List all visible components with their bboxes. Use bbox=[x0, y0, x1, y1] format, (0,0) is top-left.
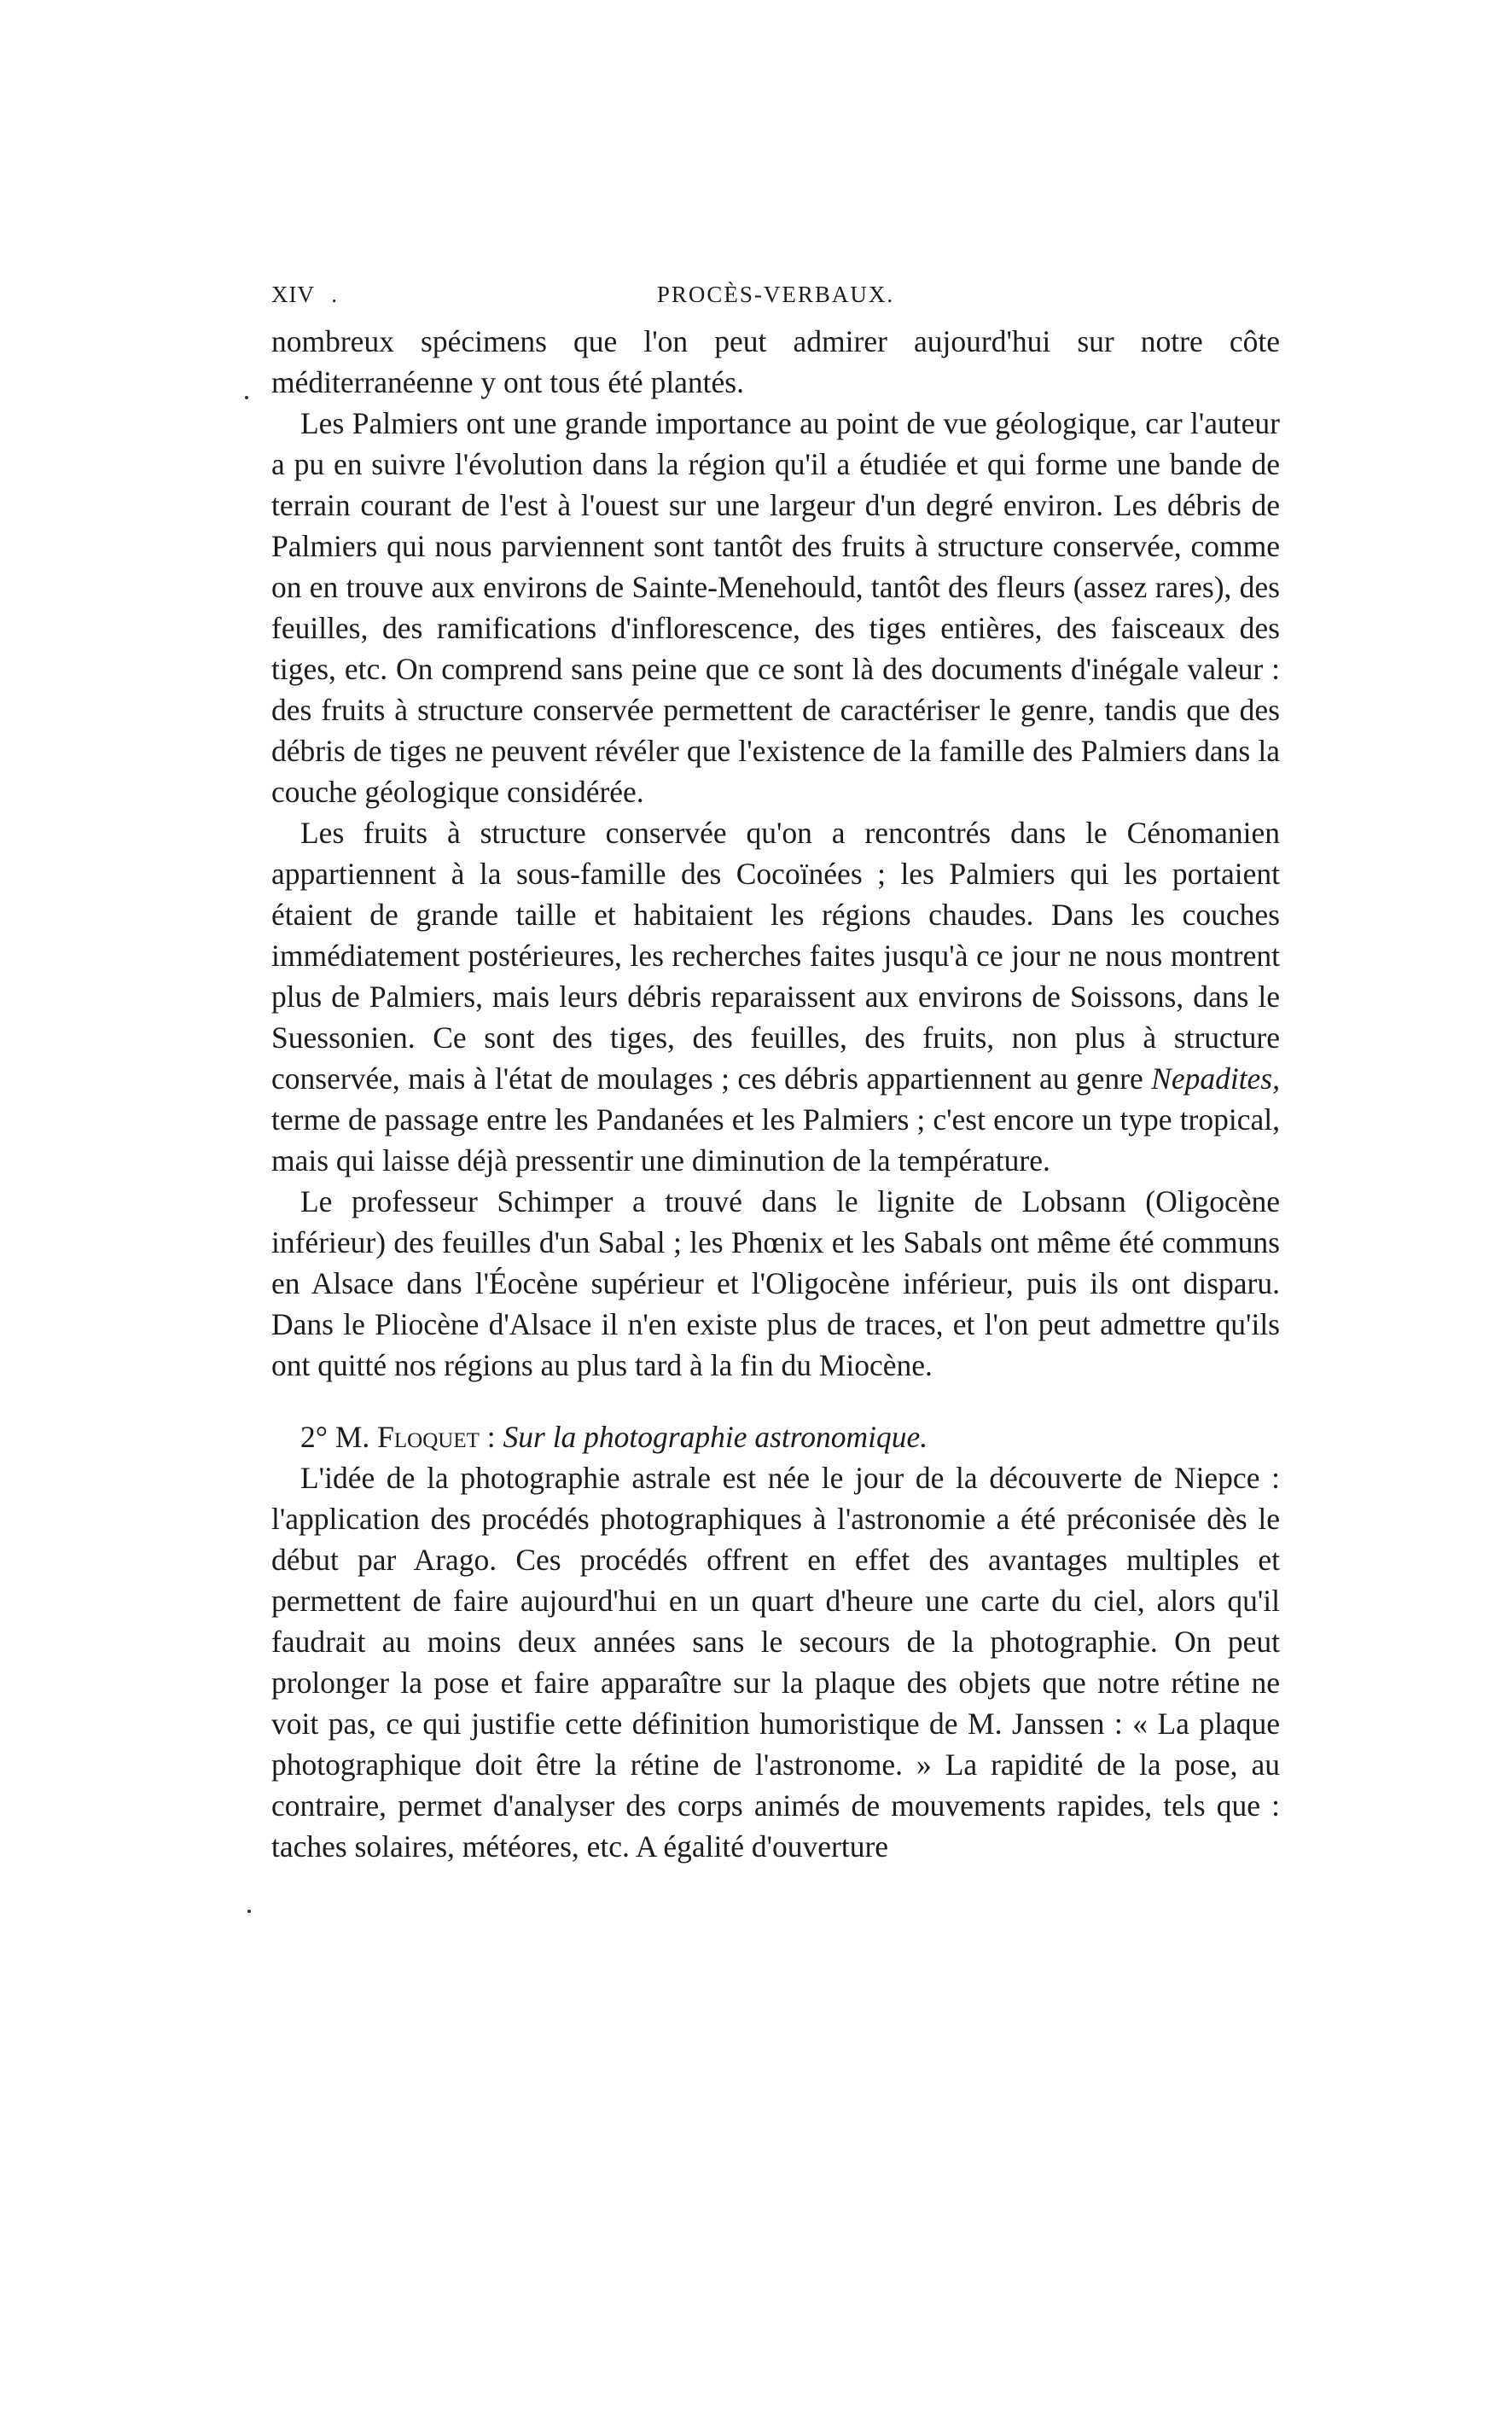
running-head bbox=[271, 282, 1280, 321]
section-speaker: M. Floquet bbox=[334, 1420, 480, 1454]
paragraph-schimper-lobsann: Le professeur Schimper a trouvé dans le lignite de Lobsann (Oligocène inférieur) des feuilles d'un Sabal ; les Phœnix et les Sabals ont même été communs en Alsace dans l'Éocène supérieur et l'Oligocène inférieur, puis ils ont disparu. Dans le Pliocène d'Alsace il n'en existe plus de traces, et l'on peut admettre qu'ils ont quitté nos régions au plus tard à la fin du Miocène. bbox=[271, 1184, 1280, 1382]
section-colon: : bbox=[486, 1420, 496, 1454]
paragraph-continuation: nombreux spécimens que l'on peut admirer aujourd'hui sur notre côte méditerranéenne y ont tous été plantés. bbox=[271, 324, 1280, 399]
page-number-text: XIV bbox=[271, 282, 315, 307]
margin-speck-top bbox=[245, 396, 248, 399]
section-topic: Sur la photographie astronomique. bbox=[503, 1420, 928, 1454]
paragraph-palmiers-geologie: Les Palmiers ont une grande importance au point de vue géologique, car l'auteur a pu en suivre l'évolution dans la région qu'il a étudiée et qui forme une bande de terrain courant de l'est à l'ouest sur une largeur d'un degré environ. Les débris de Palmiers qui nous parviennent sont tantôt des fruits à structure conservée, comme on en trouve aux environs de Sainte-Menehould, tantôt des fleurs (assez rares), des feuilles, des ramifications d'inflorescence, des tiges entières, des faisceaux des tiges, etc. On comprend sans peine que ce sont là des documents d'inégale valeur : des fruits à structure conservée permettent de caractériser le genre, tandis que des débris de tiges ne peuvent révéler que l'existence de la famille des Palmiers dans la couche géologique considérée. bbox=[271, 406, 1280, 809]
margin-speck-bottom bbox=[247, 1910, 251, 1913]
paragraph-text-start: Les fruits à structure conservée qu'on a rencontrés dans le Cénomanien appartiennent à la sous-famille des Cocoïnées ; les Palmiers qui les portaient étaient de grande taille et habitaient les régions chaudes. Dans les couches immédiatement postérieures, les recherches faites jusqu'à ce jour ne nous montrent plus de Palmiers, mais leurs débris reparaissent aux environs de Soissons, dans le Suessonien. Ce sont des tiges, des feuilles, des fruits, non plus à structure conservée, mais à l'état de moulages ; ces débris appartiennent au genre bbox=[271, 816, 1280, 1096]
genus-name-nepadites: Nepadites, bbox=[1151, 1061, 1280, 1096]
paragraph-fruits-cenomanien bbox=[271, 812, 1280, 1181]
paragraph-text-end: terme de passage entre les Pandanées et les Palmiers ; c'est encore un type tropical, mais qui laisse déjà pressentir une diminution de la température. bbox=[271, 1102, 1280, 1178]
paragraph-photographie-astrale: L'idée de la photographie astrale est née le jour de la découverte de Niepce : l'application des procédés photographiques à l'astronomie a été préconisée dès le début par Arago. Ces procédés offrent en effet des avantages multiples et permettent de faire aujourd'hui en un quart d'heure une carte du ciel, alors qu'il faudrait au moins deux années sans le secours de la photographie. On peut prolonger la pose et faire apparaître sur la plaque des objets que notre rétine ne voit pas, ce qui justifie cette définition humoristique de M. Janssen : « La plaque photographique doit être la rétine de l'astronome. » La rapidité de la pose, au contraire, permet d'analyser des corps animés de mouvements rapides, tels que : taches solaires, météores, etc. A égalité d'ouverture bbox=[271, 1461, 1280, 1864]
page-number-separator: . bbox=[331, 282, 339, 307]
body-text bbox=[271, 321, 1280, 1867]
document-page bbox=[271, 282, 1280, 1867]
section-number: 2° bbox=[300, 1420, 328, 1454]
running-title: PROCÈS-VERBAUX. bbox=[656, 282, 895, 307]
section-heading bbox=[271, 1416, 1280, 1457]
